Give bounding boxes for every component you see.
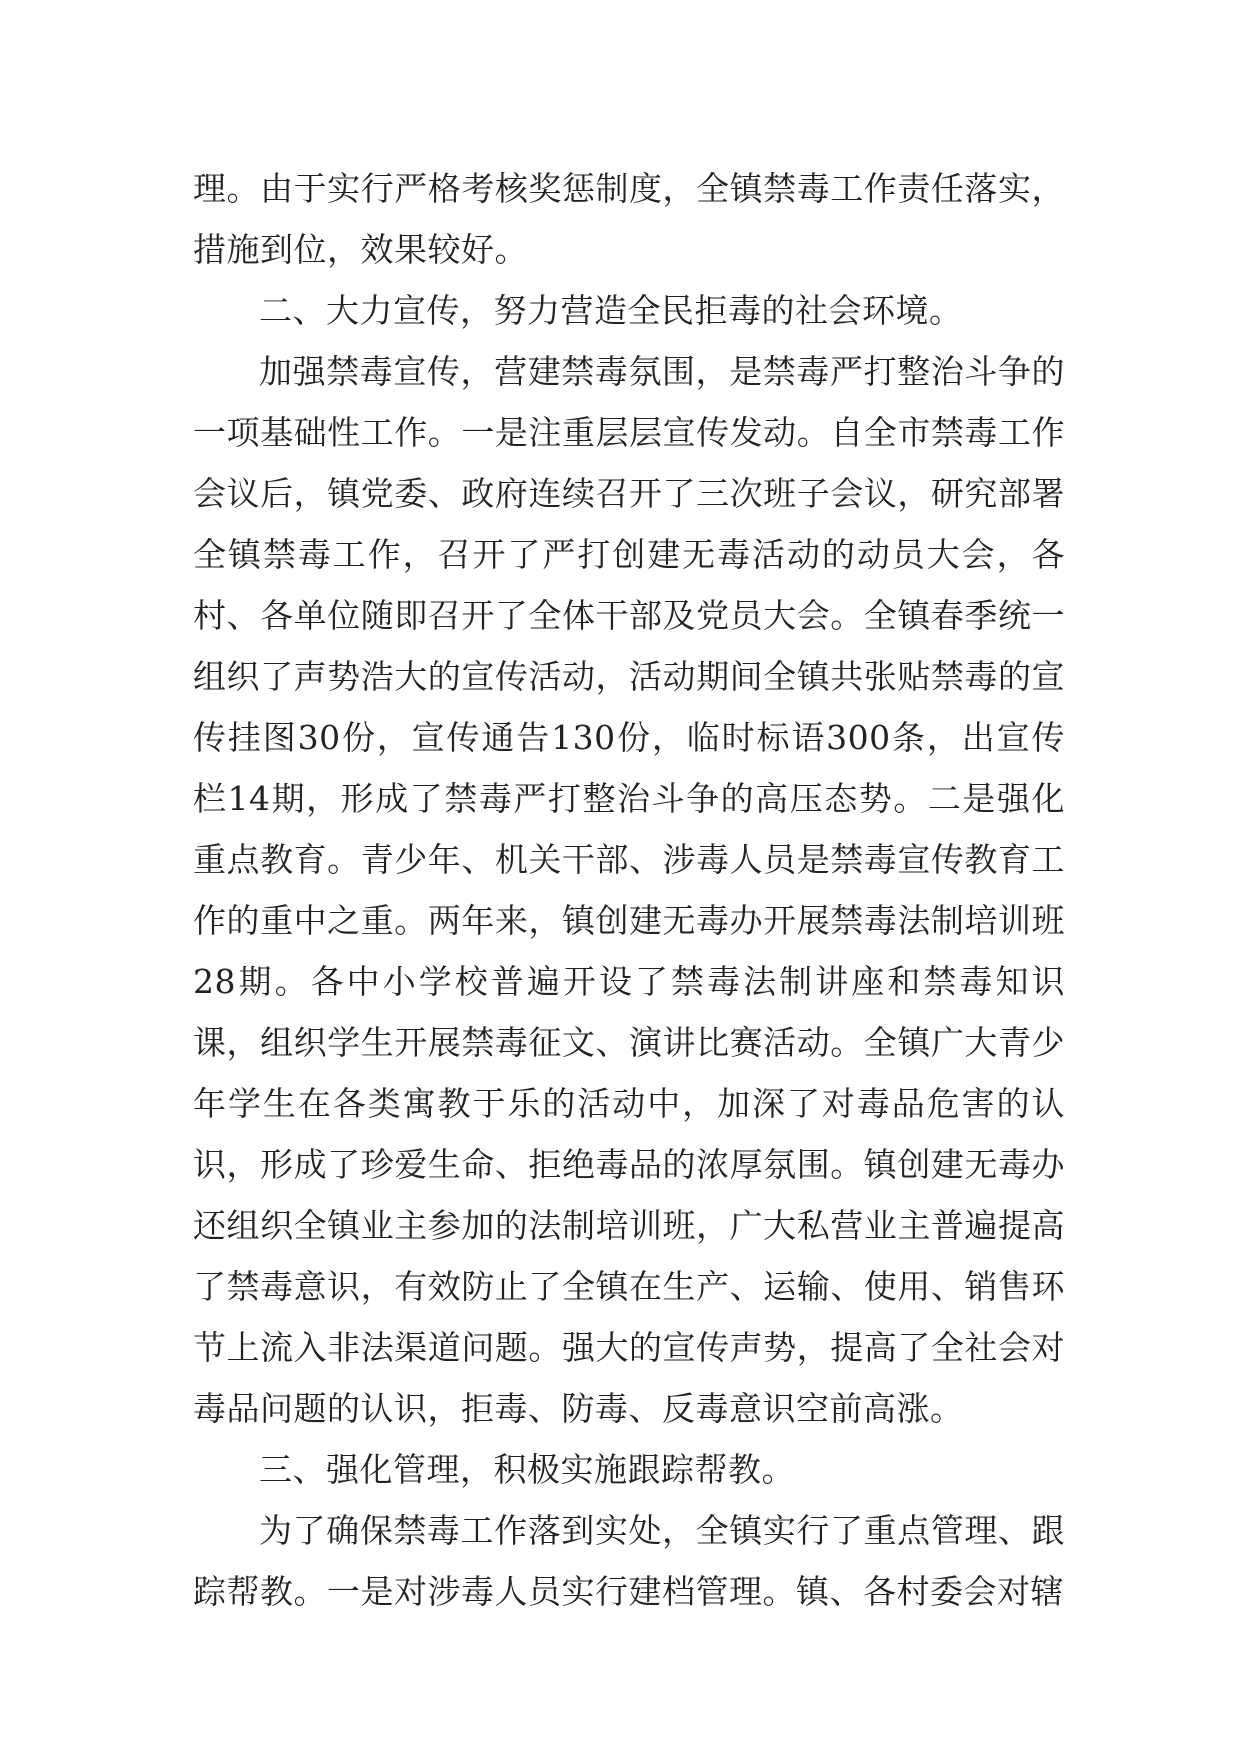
paragraph-propaganda: 加强禁毒宣传，营建禁毒氛围，是禁毒严打整治斗争的一项基础性工作。一是注重层层宣传发动。自全市禁毒工作会议后，镇党委、政府连续召开了三次班子会议，研究部署全镇禁毒工作，召开了严打创建无毒活动的动员大会，各村、各单位随即召开了全体干部及党员大会。全镇春季统一组织了声势浩大的宣传活动，活动期间全镇共张贴禁毒的宣传挂图30份，宣传通告130份，临时标语300条，出宣传栏14期，形成了禁毒严打整治斗争的高压态势。二是强化重点教育。青少年、机关干部、涉毒人员是禁毒宣传教育工作的重中之重。两年来，镇创建无毒办开展禁毒法制培训班28期。各中小学校普遍开设了禁毒法制讲座和禁毒知识课，组织学生开展禁毒征文、演讲比赛活动。全镇广大青少年学生在各类寓教于乐的活动中，加深了对毒品危害的认识，形成了珍爱生命、拒绝毒品的浓厚氛围。镇创建无毒办还组织全镇业主参加的法制培训班，广大私营业主普遍提高了禁毒意识，有效防止了全镇在生产、运输、使用、销售环节上流入非法渠道问题。强大的宣传声势，提高了全社会对毒品问题的认识，拒毒、防毒、反毒意识空前高涨。 (193, 352, 1065, 1428)
paragraph-management: 为了确保禁毒工作落到实处，全镇实行了重点管理、跟踪帮教。一是对涉毒人员实行建档管理。镇、各村委会对辖 (193, 1511, 1065, 1611)
document-body (193, 158, 1065, 1622)
section-heading-3: 三、强化管理，积极实施跟踪帮教。 (259, 1450, 795, 1489)
section-heading-2: 二、大力宣传，努力营造全民拒毒的社会环境。 (259, 291, 963, 330)
paragraph-continued: 理。由于实行严格考核奖惩制度，全镇禁毒工作责任落实，措施到位，效果较好。 (193, 169, 1065, 269)
